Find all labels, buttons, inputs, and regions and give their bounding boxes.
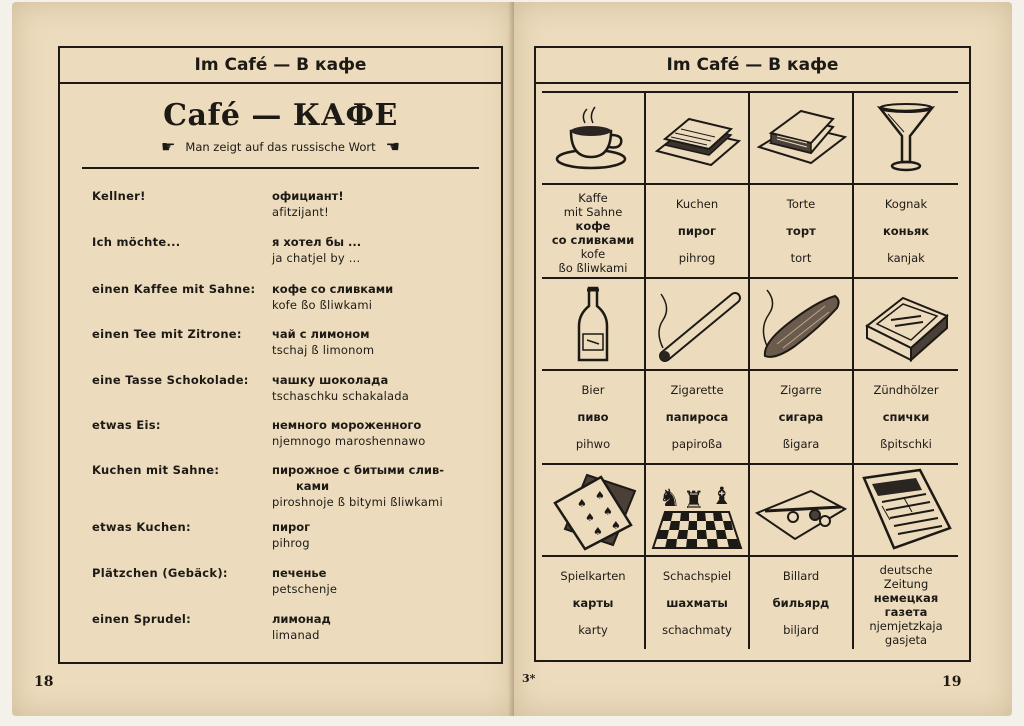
vocab-item-kuchen [646,185,750,277]
matchbox-icon [854,279,958,369]
german-word: deutsche [879,563,933,577]
transliteration: papiroßa [671,436,723,451]
german-word-line2: mit Sahne [563,205,623,219]
vocab-item-zeitung [854,557,958,649]
russian-phrase: кофе со сливками [272,282,394,296]
word-row [542,185,958,279]
phrase-row [92,565,492,611]
transliteration: kanjak [887,250,925,265]
chess-icon [646,465,750,555]
german-phrase: Kellner! [92,189,146,203]
german-word: Billard [782,569,820,584]
vocab-item-bier [542,371,646,463]
cigar-icon [750,279,854,369]
page-number-right: 19 [942,674,962,690]
german-phrase: einen Sprudel: [92,612,192,626]
russian-phrase: пирожное с битыми слив- [272,463,445,477]
german-phrase: Ich möchte... [92,235,181,249]
transliteration: ßpitschki [880,436,932,451]
german-phrase: einen Kaffee mit Sahne: [92,282,256,296]
svg-text:♝: ♝ [711,482,733,510]
transliteration: ßigara [782,436,820,451]
title-rule [82,167,479,169]
vocab-item-zigarre [750,371,854,463]
phrase-row [92,417,492,462]
russian-phrase-continued: ками [296,479,330,493]
transliteration: karty [578,622,608,637]
transliteration: biljard [783,622,819,637]
transliteration: kofe ßo ßliwkami [272,298,373,312]
word-row [542,557,958,649]
svg-text:♠: ♠ [585,511,595,524]
page-number-left: 18 [34,674,54,690]
cake-slice-icon [646,93,750,183]
german-word: Bier [581,383,605,398]
transliteration: kofe [580,247,606,261]
german-word: Zigarette [670,383,724,398]
transliteration: tort [790,250,812,265]
german-phrase: einen Tee mit Zitrone: [92,327,242,341]
vocab-item-spielkarten [542,557,646,649]
word-row [542,371,958,465]
russian-word: карты [572,595,614,610]
picture-row [542,93,958,185]
svg-text:♠: ♠ [577,497,587,510]
svg-text:♜: ♜ [683,486,705,514]
russian-word: сигара [778,409,824,424]
russian-phrase: чашку шоколада [272,373,389,387]
cocktail-glass-icon [854,93,958,183]
transliteration: njemnogo maroshennawo [272,434,426,448]
vocab-item-kognak [854,185,958,277]
left-page [12,2,514,716]
phrase-row [92,519,492,565]
russian-phrase: чай с лимоном [272,327,370,341]
transliteration: afitzijant! [272,205,329,219]
russian-word-line2: со сливками [551,233,635,247]
transliteration: piroshnoje ß bitymi ßliwkami [272,495,443,509]
svg-text:♠: ♠ [593,525,603,538]
german-phrase: Plätzchen (Gebäck): [92,566,228,580]
svg-text:♠: ♠ [603,505,613,518]
german-phrase: etwas Eis: [92,418,161,432]
beer-bottle-icon [542,279,646,369]
transliteration: ja chatjel by ... [272,251,361,265]
page-title: Café — КАФЕ [163,98,398,133]
svg-text:♠: ♠ [611,519,621,532]
german-word: Kuchen [675,197,719,212]
german-word: Kognak [884,197,928,212]
subtitle: Man zeigt auf das russische Wort [185,140,376,154]
russian-word-line2: газета [884,605,928,619]
phrase-row [92,234,492,281]
russian-phrase: лимонад [272,612,331,626]
billiards-icon [750,465,854,555]
transliteration-line2: ßo ßliwkami [558,261,628,275]
left-page-header: Im Café — В кафе [60,48,501,84]
vocab-item-billard [750,557,854,649]
russian-phrase: пирог [272,520,311,534]
subtitle-row [60,139,501,155]
phrase-row [92,281,492,326]
russian-word: спички [882,409,930,424]
picture-row [542,279,958,371]
newspaper-icon [854,465,958,555]
transliteration: njemjetzkaja [869,619,943,633]
russian-phrase: печенье [272,566,327,580]
left-page-frame [58,46,503,664]
german-word: Kaffe [578,191,608,205]
phrase-list [92,188,492,651]
signature-mark: 3* [522,672,536,685]
right-page-header: Im Café — В кафе [536,48,969,84]
german-phrase: eine Tasse Schokolade: [92,373,249,387]
russian-phrase: официант! [272,189,344,203]
svg-text:♞: ♞ [659,484,681,512]
russian-word: шахматы [666,595,728,610]
german-word: Zigarre [780,383,822,398]
russian-word: пиво [577,409,609,424]
pointing-hand-left-icon: ☚ [385,137,400,156]
german-word: Schachspiel [662,569,732,584]
russian-word: кофе [575,219,611,233]
transliteration: petschenje [272,582,338,596]
picture-vocabulary-grid [542,91,958,649]
transliteration: limanad [272,628,320,642]
transliteration: tschaschku schakalada [272,389,409,403]
vocab-item-torte [750,185,854,277]
cigarette-icon [646,279,750,369]
phrase-row [92,188,492,234]
transliteration: pihrog [272,536,310,550]
transliteration-line2: gasjeta [884,633,928,647]
russian-word: папироса [665,409,729,424]
coffee-cup-icon [542,93,646,183]
transliteration: schachmaty [662,622,732,637]
vocab-item-zigarette [646,371,750,463]
phrase-row [92,326,492,372]
vocab-item-schachspiel [646,557,750,649]
german-word: Spielkarten [560,569,626,584]
russian-word: пирог [677,223,717,238]
german-word: Zündhölzer [873,383,939,398]
torte-icon [750,93,854,183]
transliteration: pihwo [575,436,611,451]
pointing-hand-right-icon: ☛ [161,137,176,156]
phrase-row [92,611,492,651]
russian-word: бильярд [772,595,830,610]
svg-text:♠: ♠ [595,489,605,502]
german-word-line2: Zeitung [883,577,929,591]
russian-word: немецкая [873,591,939,605]
phrase-row [92,462,492,519]
transliteration: pihrog [678,250,716,265]
russian-word: коньяк [882,223,930,238]
right-page [514,2,1012,716]
german-phrase: etwas Kuchen: [92,520,191,534]
russian-phrase: я хотел бы ... [272,235,362,249]
russian-phrase: немного мороженного [272,418,422,432]
phrase-row [92,372,492,417]
russian-word: торт [786,223,816,238]
german-word: Torte [786,197,816,212]
picture-row [542,465,958,557]
vocab-item-coffee [542,185,646,277]
german-phrase: Kuchen mit Sahne: [92,463,220,477]
playing-cards-icon [542,465,646,555]
vocab-item-zuendhoelzer [854,371,958,463]
transliteration: tschaj ß limonom [272,343,375,357]
right-page-frame [534,46,971,662]
